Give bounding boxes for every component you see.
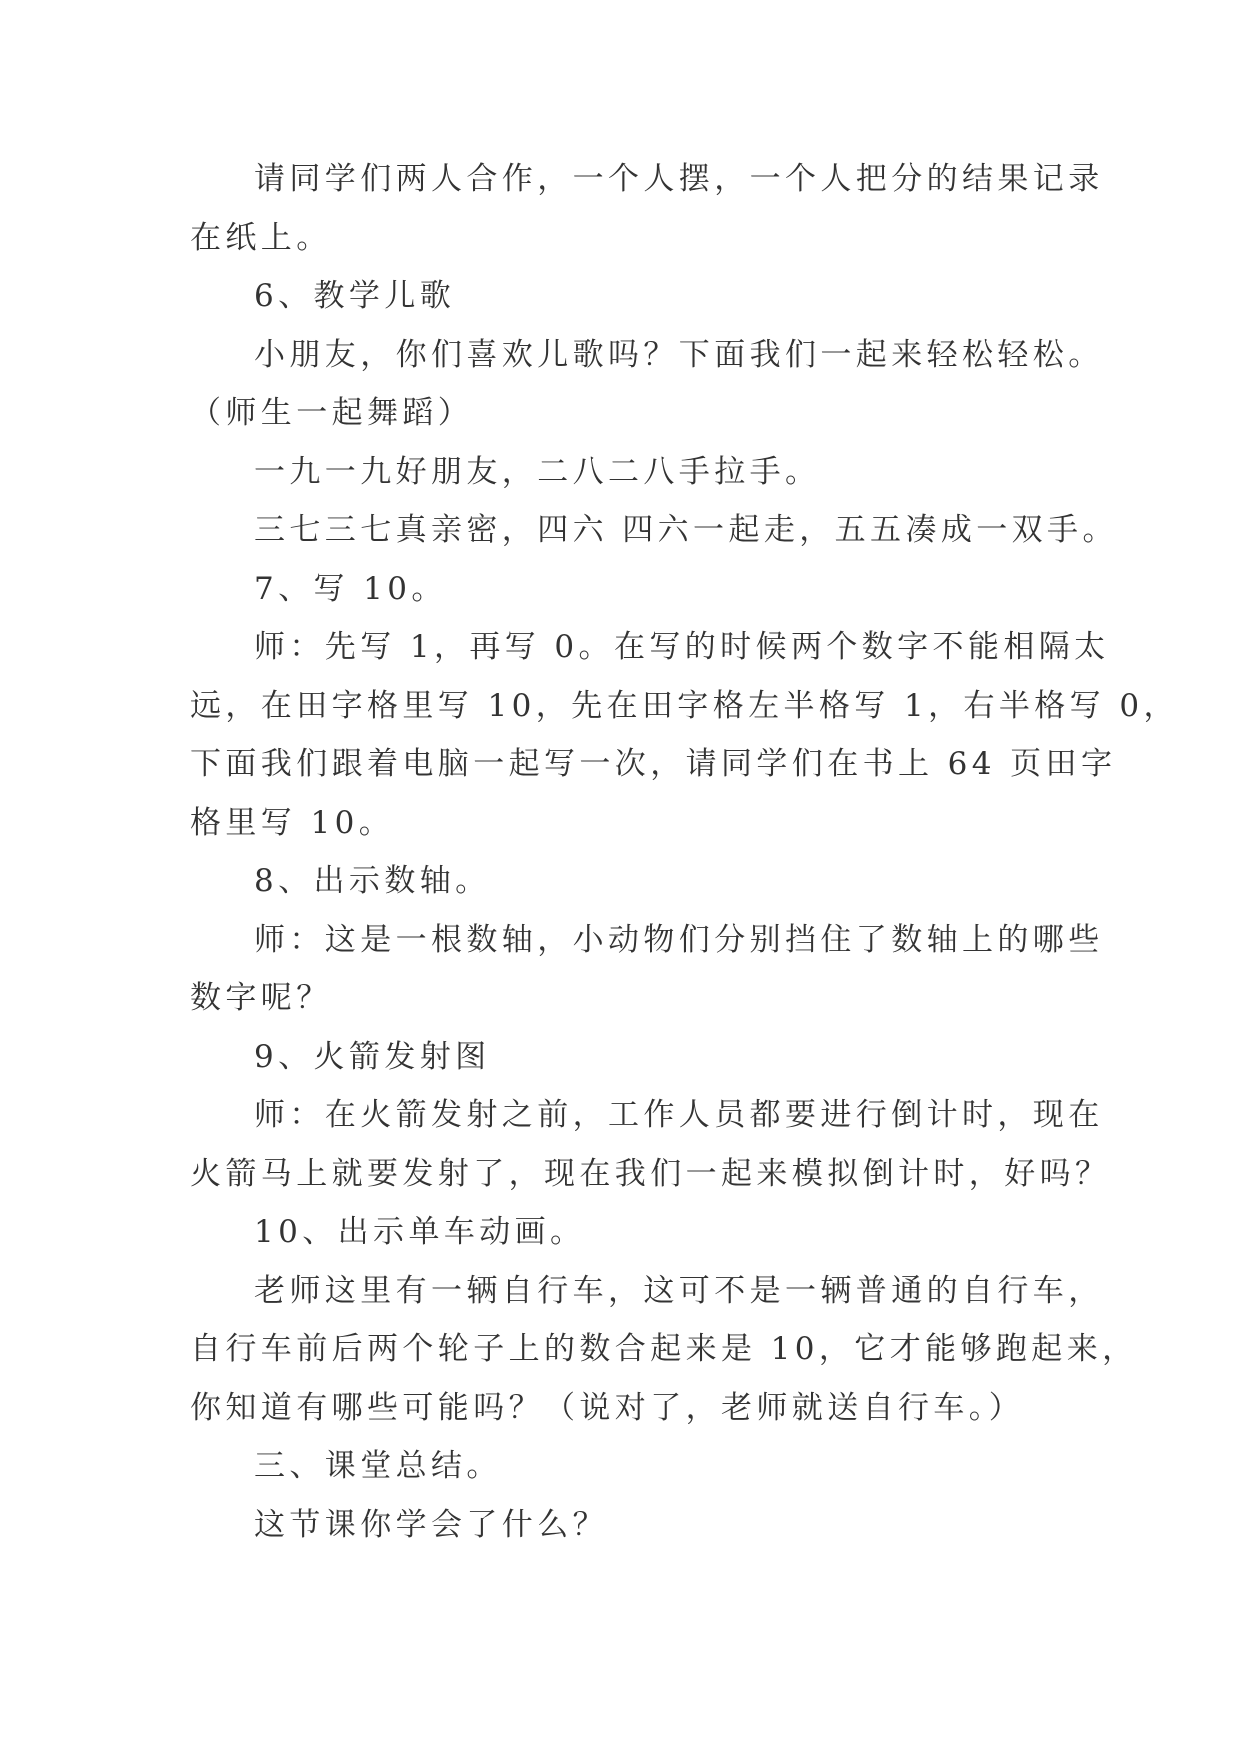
paragraph-line: 师：这是一根数轴，小动物们分别挡住了数轴上的哪些	[254, 921, 1104, 958]
section-heading: 6、教学儿歌	[254, 278, 456, 314]
section-heading: 三、课堂总结。	[254, 1448, 502, 1484]
paragraph-line: 下面我们跟着电脑一起写一次，请同学们在书上 64 页田字	[190, 746, 1117, 782]
paragraph-line: 小朋友，你们喜欢儿歌吗？下面我们一起来轻松轻松。	[254, 336, 1104, 373]
paragraph-line: 火箭马上就要发射了，现在我们一起来模拟倒计时，好吗？	[190, 1155, 1111, 1192]
paragraph-line: 你知道有哪些可能吗？（说对了，老师就送自行车。）	[190, 1389, 1025, 1426]
paragraph-line: 在纸上。	[190, 219, 332, 256]
section-heading: 9、火箭发射图	[254, 1038, 491, 1075]
paragraph-line: 远，在田字格里写 10，先在田字格左半格写 1，右半格写 0，	[190, 687, 1179, 724]
paragraph-line: （师生一起舞蹈）	[190, 395, 474, 431]
paragraph-line: 师：先写 1，再写 0。在写的时候两个数字不能相隔太	[254, 629, 1110, 665]
section-heading: 10、出示单车动画。	[254, 1214, 586, 1250]
paragraph-line: 格里写 10。	[190, 804, 395, 841]
section-heading: 7、写 10。	[254, 570, 447, 607]
paragraph-line: 一九一九好朋友，二八二八手拉手。	[254, 453, 821, 490]
paragraph-line: 师：在火箭发射之前，工作人员都要进行倒计时，现在	[254, 1097, 1104, 1133]
document-body	[190, 150, 1179, 1554]
paragraph-line: 数字呢？	[190, 980, 332, 1016]
paragraph-line: 老师这里有一辆自行车，这可不是一辆普通的自行车，	[254, 1272, 1104, 1309]
section-heading: 8、出示数轴。	[254, 863, 491, 899]
paragraph-line: 三七三七真亲密，四六 四六一起走，五五凑成一双手。	[254, 512, 1118, 548]
paragraph-line: 这节课你学会了什么？	[254, 1506, 608, 1543]
paragraph-line: 请同学们两人合作，一个人摆，一个人把分的结果记录	[254, 161, 1104, 197]
paragraph-line: 自行车前后两个轮子上的数合起来是 10，它才能够跑起来，	[190, 1331, 1138, 1367]
